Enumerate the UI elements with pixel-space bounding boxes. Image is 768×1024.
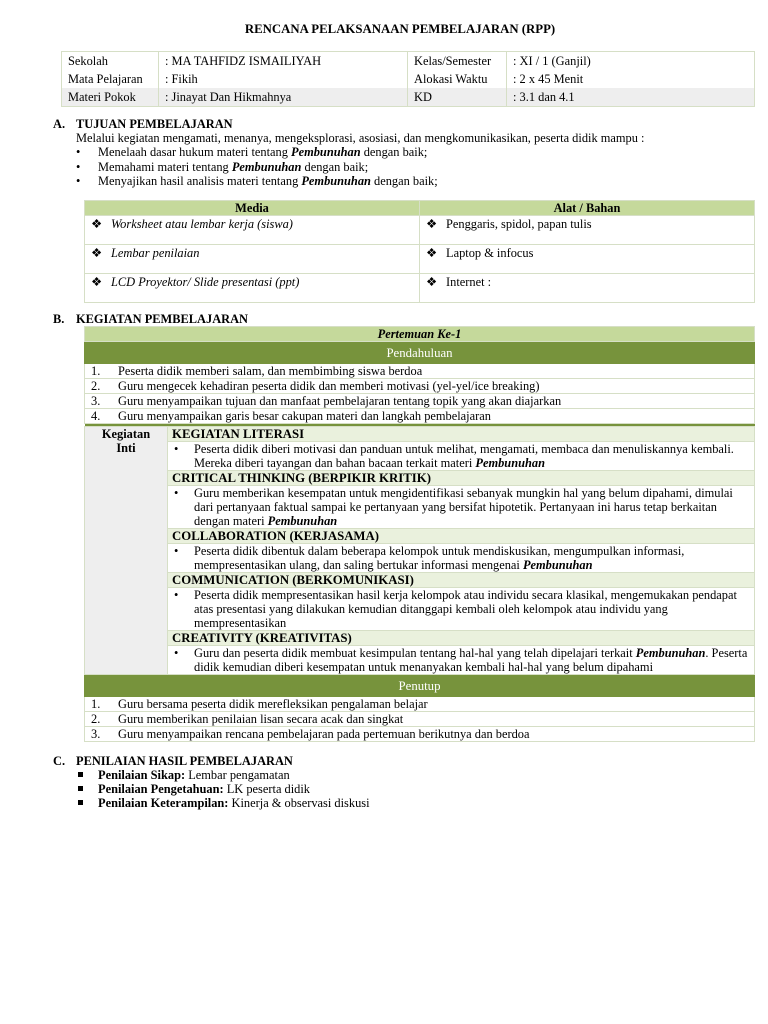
kelas-value: : XI / 1 (Ganjil)	[507, 52, 755, 71]
collaboration-text: • Peserta didik dibentuk dalam beberapa kelompok untuk mendiskusikan, mengumpulkan informasi, mempresentasikan ulang, dan saling bertukar informasi mengenai Pembunuhan	[168, 544, 755, 573]
literasi-text: • Peserta didik diberi motivasi dan panduan untuk melihat, mengamati, membaca dan menuliskannya kembali. Mereka diberi tayangan dan bahan bacaan terkait materi Pembunuhan	[168, 442, 755, 471]
alokasi-label: Alokasi Waktu	[408, 70, 507, 88]
creativity-text: • Guru dan peserta didik membuat kesimpulan tentang hal-hal yang telah dipelajari terkait Pembunuhan. Peserta didik kemudian diberi kesempatan untuk menanyakan kembali hal-hal yang belum dipahami	[168, 646, 755, 675]
list-item: • Menyajikan hasil analisis materi tentang Pembunuhan dengan baik;	[76, 174, 438, 188]
diamond-bullet-icon: ❖	[426, 217, 438, 231]
communication-text: • Peserta didik mempresentasikan hasil kerja kelompok atau individu secara klasikal, mengemukakan pendapat atas presentasi yang dilakukan kemudian ditanggapi kembali oleh kelompok atau individu yang mempresentasikan	[168, 588, 755, 631]
bullet-icon: •	[174, 588, 179, 602]
media-table	[84, 200, 755, 303]
table-row: ❖ LCD Proyektor/ Slide presentasi (ppt) ❖ Internet :	[85, 274, 755, 303]
diamond-bullet-icon: ❖	[91, 275, 103, 289]
table-row: ❖ Lembar penilaian ❖ Laptop & infocus	[85, 245, 755, 274]
kegiatan-inti-label: Kegiatan Inti	[85, 427, 168, 675]
section-a-heading	[53, 117, 233, 132]
kelas-label: Kelas/Semester	[408, 52, 507, 71]
bullet-icon: •	[174, 544, 179, 558]
kd-value: : 3.1 dan 4.1	[507, 88, 755, 107]
diamond-bullet-icon: ❖	[91, 217, 103, 231]
goals-list	[76, 145, 438, 189]
bullet-icon: •	[76, 174, 81, 188]
kd-label: KD	[408, 88, 507, 107]
critical-text: • Guru memberikan kesempatan untuk mengidentifikasi sebanyak mungkin hal yang belum dipahami, dimulai dari pertanyaan faktual sampai ke pertanyaan yang bersifat hipotetik. Pertanyaan ini harus tetap berkaitan dengan materi Pembunuhan	[168, 486, 755, 529]
section-title: PENILAIAN HASIL PEMBELAJARAN	[76, 754, 293, 768]
kegiatan-table	[84, 326, 755, 742]
sekolah-value: : MA TAHFIDZ ISMAILIYAH	[159, 52, 408, 71]
assessment-list	[76, 768, 370, 810]
diamond-bullet-icon: ❖	[426, 275, 438, 289]
media-header: Media	[85, 201, 420, 216]
section-letter: B.	[53, 312, 65, 326]
diamond-bullet-icon: ❖	[91, 246, 103, 260]
section-title: KEGIATAN PEMBELAJARAN	[76, 312, 248, 326]
list-item: Penilaian Pengetahuan: LK peserta didik	[76, 782, 370, 796]
bullet-icon: •	[174, 646, 179, 660]
mapel-value: : Fikih	[159, 70, 408, 88]
table-row: 1. Peserta didik memberi salam, dan membimbing siswa berdoa	[85, 364, 755, 379]
alat-header: Alat / Bahan	[420, 201, 755, 216]
table-row: 4. Guru menyampaikan garis besar cakupan materi dan langkah pembelajaran	[85, 409, 755, 424]
list-item: Penilaian Sikap: Lembar pengamatan	[76, 768, 370, 782]
bullet-icon: •	[174, 442, 179, 456]
creativity-heading: CREATIVITY (KREATIVITAS)	[168, 631, 755, 646]
square-bullet-icon	[78, 786, 83, 791]
section-title: TUJUAN PEMBELAJARAN	[76, 117, 233, 131]
bullet-icon: •	[76, 145, 81, 159]
diamond-bullet-icon: ❖	[426, 246, 438, 260]
info-table	[61, 51, 755, 107]
bullet-icon: •	[76, 159, 81, 174]
bullet-icon: •	[174, 486, 179, 500]
table-row: 2. Guru memberikan penilaian lisan secara acak dan singkat	[85, 712, 755, 727]
pertemuan-label: Pertemuan Ke-1	[85, 327, 755, 342]
square-bullet-icon	[78, 800, 83, 805]
square-bullet-icon	[78, 772, 83, 777]
materi-label: Materi Pokok	[62, 88, 159, 107]
goals-intro: Melalui kegiatan mengamati, menanya, mengeksplorasi, asosiasi, dan mengkomunikasikan, peserta didik mampu :	[76, 131, 645, 145]
collaboration-heading: COLLABORATION (KERJASAMA)	[168, 529, 755, 544]
mapel-label: Mata Pelajaran	[62, 70, 159, 88]
document-title: RENCANA PELAKSANAAN PEMBELAJARAN (RPP)	[244, 22, 556, 36]
table-row: 3. Guru menyampaikan tujuan dan manfaat pembelajaran tentang topik yang akan diajarkan	[85, 394, 755, 409]
section-letter: A.	[53, 117, 66, 131]
table-row: ❖ Worksheet atau lembar kerja (siswa) ❖ Penggaris, spidol, papan tulis	[85, 216, 755, 245]
section-c-heading	[53, 754, 293, 769]
list-item: Penilaian Keterampilan: Kinerja & observasi diskusi	[76, 796, 370, 810]
section-letter: C.	[53, 754, 66, 768]
communication-heading: COMMUNICATION (BERKOMUNIKASI)	[168, 573, 755, 588]
table-row: 2. Guru mengecek kehadiran peserta didik dan memberi motivasi (yel-yel/ice breaking)	[85, 379, 755, 394]
alokasi-value: : 2 x 45 Menit	[507, 70, 755, 88]
materi-value: : Jinayat Dan Hikmahnya	[159, 88, 408, 107]
sekolah-label: Sekolah	[62, 52, 159, 71]
table-row: 3. Guru menyampaikan rencana pembelajaran pada pertemuan berikutnya dan berdoa	[85, 727, 755, 742]
literasi-heading: KEGIATAN LITERASI	[168, 427, 755, 442]
list-item: • Menelaah dasar hukum materi tentang Pembunuhan dengan baik;	[76, 145, 428, 159]
section-b-heading	[53, 312, 248, 327]
penutup-band: Penutup	[85, 675, 755, 697]
list-item: • Memahami materi tentang Pembunuhan dengan baik;	[76, 159, 369, 174]
table-row: 1. Guru bersama peserta didik merefleksikan pengalaman belajar	[85, 697, 755, 712]
pendahuluan-band: Pendahuluan	[85, 342, 755, 364]
critical-heading: CRITICAL THINKING (BERPIKIR KRITIK)	[168, 471, 755, 486]
